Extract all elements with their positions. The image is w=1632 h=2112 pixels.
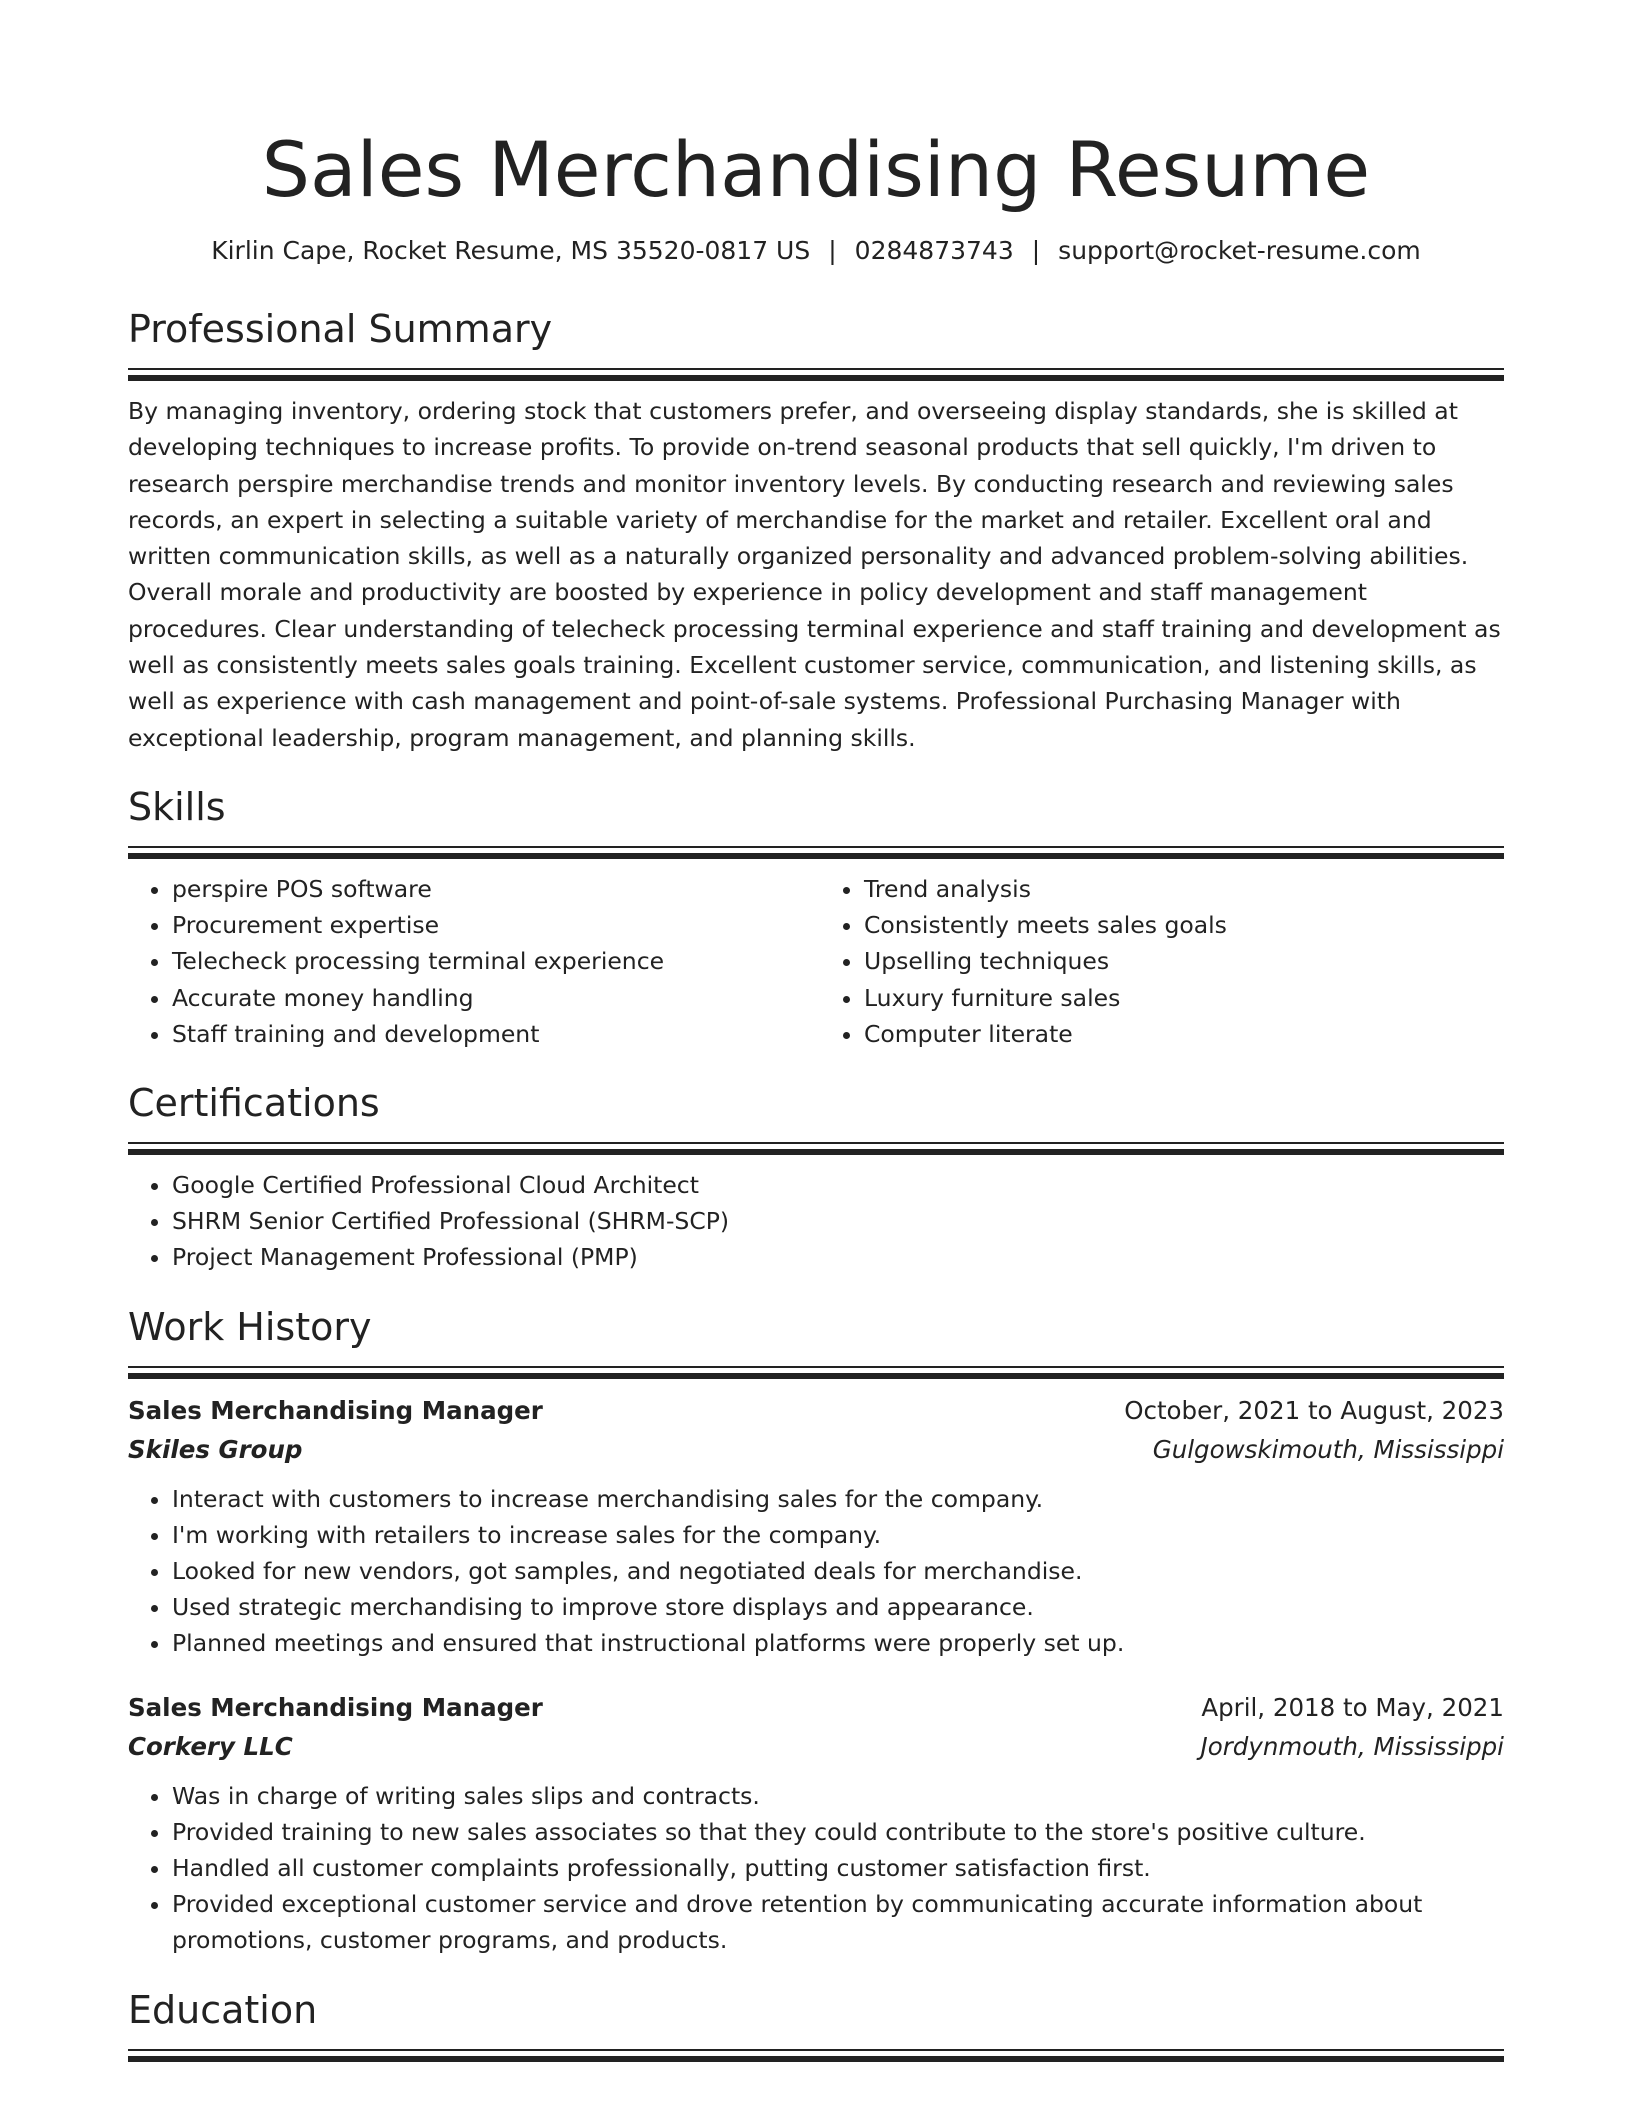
- job-location: Jordynmouth, Mississippi: [1200, 1731, 1504, 1761]
- section-divider: [128, 1142, 1504, 1155]
- email: support@rocket-resume.com: [1058, 236, 1421, 265]
- list-item: • Upselling techniques: [864, 943, 1504, 979]
- list-item: • SHRM Senior Certified Professional (SHRM-SCP): [172, 1203, 1504, 1239]
- list-item: • Looked for new vendors, got samples, and negotiated deals for merchandise.: [172, 1553, 1504, 1589]
- job-title: Sales Merchandising Manager: [128, 1692, 543, 1722]
- contact-line: [128, 234, 1504, 268]
- list-item: • Consistently meets sales goals: [864, 907, 1504, 943]
- job-bullets: [128, 1481, 1504, 1662]
- job-title: Sales Merchandising Manager: [128, 1395, 543, 1425]
- work-history-section: [128, 1302, 1504, 1959]
- company-name: Corkery LLC: [128, 1731, 293, 1761]
- section-heading: Professional Summary: [128, 307, 553, 351]
- list-item: • Procurement expertise: [172, 907, 816, 943]
- company-name: Skiles Group: [128, 1434, 303, 1464]
- summary-text: By managing inventory, ordering stock that customers prefer, and overseeing display standards, she is skilled at developing techniques to increase profits. To provide on-trend seasonal products that sell quickly, I'm driven to research perspire merchandise trends and monitor inventory levels. By conducting research and reviewing sales records, an expert in selecting a suitable variety of merchandise for the market and retailer. Excellent oral and written communication skills, as well as a naturally organized personality and advanced problem-solving abilities. Overall morale and productivity are boosted by experience in policy development and staff management procedures. Clear understanding of telecheck processing terminal experience and staff training and development as well as consistently meets sales goals training. Excellent customer service, communication, and listening skills, as well as experience with cash management and point-of-sale systems. Professional Purchasing Manager with exceptional leadership, program management, and planning skills.: [128, 397, 1501, 752]
- list-item: • Google Certified Professional Cloud Architect: [172, 1167, 1504, 1203]
- skills-list-right: [816, 871, 1504, 1052]
- resume-page: [128, 0, 1504, 2062]
- section-divider: [128, 368, 1504, 381]
- address: Kirlin Cape, Rocket Resume, MS 35520-0817 US: [211, 236, 811, 265]
- list-item: • Interact with customers to increase merchandising sales for the company.: [172, 1481, 1504, 1517]
- list-item: • Computer literate: [864, 1016, 1504, 1052]
- skills-columns: [128, 859, 1504, 1052]
- section-heading: Work History: [128, 1304, 372, 1349]
- list-item: • I'm working with retailers to increase sales for the company.: [172, 1517, 1504, 1553]
- summary-section: [128, 304, 1504, 756]
- list-item: • Staff training and development: [172, 1016, 816, 1052]
- section-divider: [128, 1366, 1504, 1379]
- job-dates: April, 2018 to May, 2021: [1201, 1692, 1504, 1722]
- list-item: • Provided training to new sales associates so that they could contribute to the store's positive culture.: [172, 1814, 1504, 1850]
- section-heading: Skills: [128, 784, 226, 829]
- separator: |: [828, 236, 837, 265]
- section-heading: Certifications: [128, 1080, 380, 1125]
- certifications-section: [128, 1078, 1504, 1276]
- list-item: • Used strategic merchandising to improve store displays and appearance.: [172, 1589, 1504, 1625]
- section-divider: [128, 846, 1504, 859]
- phone: 0284873743: [854, 236, 1014, 265]
- section-divider: [128, 2049, 1504, 2062]
- list-item: • Handled all customer complaints professionally, putting customer satisfaction first.: [172, 1850, 1504, 1886]
- job-bullets: [128, 1778, 1504, 1959]
- education-section: [128, 1985, 1504, 2062]
- list-item: • Telecheck processing terminal experience: [172, 943, 816, 979]
- list-item: • Trend analysis: [864, 871, 1504, 907]
- list-item: • Was in charge of writing sales slips and contracts.: [172, 1778, 1504, 1814]
- list-item: • Provided exceptional customer service and drove retention by communicating accurate information about promotions, customer programs, and products.: [172, 1886, 1504, 1958]
- skills-section: [128, 782, 1504, 1052]
- certifications-list: [128, 1167, 1504, 1276]
- list-item: • Accurate money handling: [172, 980, 816, 1016]
- separator: |: [1031, 236, 1041, 265]
- job-entry: [128, 1391, 1504, 1662]
- page-title: Sales Merchandising Resume: [261, 125, 1371, 214]
- list-item: • perspire POS software: [172, 871, 816, 907]
- section-heading: Education: [128, 1987, 318, 2032]
- skills-list-left: [128, 871, 816, 1052]
- job-entry: [128, 1688, 1504, 1959]
- list-item: • Luxury furniture sales: [864, 980, 1504, 1016]
- list-item: • Project Management Professional (PMP): [172, 1239, 1504, 1275]
- list-item: • Planned meetings and ensured that instructional platforms were properly set up.: [172, 1625, 1504, 1661]
- job-dates: October, 2021 to August, 2023: [1124, 1395, 1504, 1425]
- job-location: Gulgowskimouth, Mississippi: [1152, 1434, 1504, 1464]
